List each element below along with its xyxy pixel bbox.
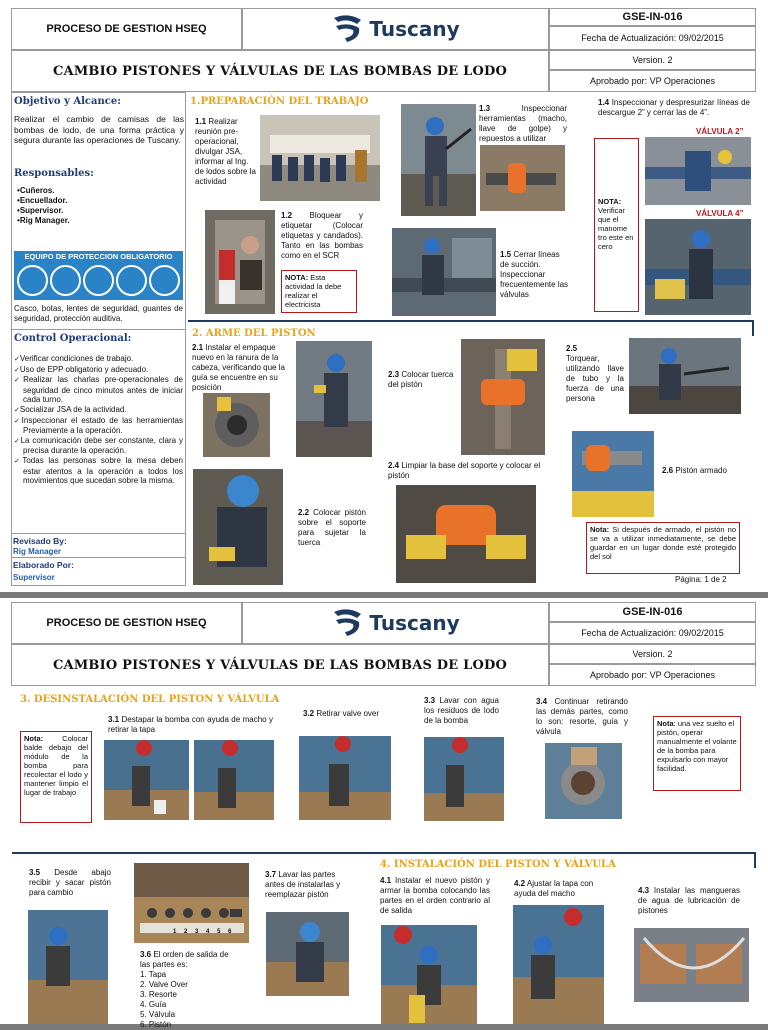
control-item: ✓ Todas las personas sobre la mesa deben estar atentos a la operación a todos los movimientos que sucedan sobre la misma. (14, 456, 183, 486)
note-1-4: NOTA: Verificar que el manome tro este en cero (594, 138, 639, 312)
hearing-protection-icon (17, 265, 48, 296)
approved-by-2: Aprobado por: VP Operaciones (549, 664, 756, 686)
step-3-1: 3.1 Destapar la bomba con ayuda de macho y retirar la tapa (108, 715, 273, 734)
version-2: Version. 2 (549, 644, 756, 664)
tuscany-logo-icon (331, 608, 365, 638)
photo-meeting (260, 115, 380, 201)
parts-strip-numbers: 1 2 3 4 5 6 (173, 929, 232, 935)
control-heading: Control Operacional: (14, 333, 132, 344)
section-3-title: 3. DESINSTALACIÓN DEL PISTON Y VÁLVULA (20, 694, 280, 705)
step-4-2: 4.2 Ajustar la tapa con ayuda del macho (514, 879, 594, 898)
note-1-2: NOTA: Esta actividad la debe realizar el electricista (281, 270, 357, 313)
step-1-4: 1.4 Inspeccionar y despresurizar líneas de descargue 2” y cerrar las de 4”. (598, 98, 750, 117)
step-1-3: 1.3 Inspeccionar herramientas (macho, llave de golpe) y repuestos a utilizar (479, 104, 567, 143)
photo-tighten-cover (513, 905, 604, 1024)
step-4-1: 4.1 Instalar el nuevo pistón y armar la bomba colocando las partes en el orden contrario al de salida (380, 876, 490, 915)
photo-spare-parts (480, 145, 565, 211)
photo-valve-4 (645, 219, 751, 315)
photo-wash-parts (266, 912, 349, 996)
company-logo-2 (242, 602, 549, 644)
step-1-5: 1.5 Cerrar líneas de succión. Inspeccionar frecuentemente las válvulas (500, 250, 569, 299)
step-2-2: 2.2 Colocar pistón sobre el soporte para sujetar la tuerca (298, 508, 366, 547)
prepared-label: Elaborado Por: (13, 560, 74, 570)
note-3-4: Nota: una vez suelto el pistón, operar manualmente el volante de la bomba para expulsarlo con mayor facilidad. (653, 716, 741, 791)
photo-torque (629, 338, 741, 414)
ppe-text: Casco, botas, lentes de seguridad, guantes de seguridad, protección auditiva. (14, 304, 183, 323)
photo-packing (203, 393, 270, 457)
boots-icon (149, 265, 180, 296)
photo-lubrication-hoses (634, 928, 749, 1002)
part-item: 6. Pistón (140, 1020, 172, 1029)
photo-lockout (205, 210, 275, 314)
logo-text: Tuscany (369, 611, 460, 635)
version: Version. 2 (549, 50, 756, 70)
control-item: ✓ Verificar condiciones de trabajo. (14, 354, 183, 365)
photo-piston-assembled (572, 431, 654, 517)
responsable-item: • Encuellador. (17, 196, 70, 206)
photo-valve-2 (645, 137, 751, 205)
reviewed-value: Rig Manager (13, 547, 62, 556)
update-date-2: Fecha de Actualización: 09/02/2015 (549, 622, 756, 644)
valve-2-label: VÁLVULA 2” (696, 127, 744, 136)
control-item: ✓ Socializar JSA de la actividad. (14, 405, 183, 416)
part-item: 1. Tapa (140, 970, 167, 979)
document-page-2 (0, 598, 768, 1029)
page-number: Página: 1 de 2 (675, 575, 727, 584)
part-item: 3. Resorte (140, 990, 177, 999)
photo-remove-piston (28, 910, 108, 1024)
tuscany-logo-icon (331, 14, 365, 44)
control-item: ✓ Inspeccionar el estado de las herramientas Previamente a la operación. (14, 416, 183, 436)
note-3-1: Nota: Colocar balde debajo del módulo de la bomba para recolectar el lodo y mantener limpio el lugar de trabajo (20, 731, 92, 823)
responsables-heading: Responsables: (14, 168, 94, 179)
step-3-3: 3.3 Lavar con agua los residuos de lodo de la bomba (424, 696, 499, 725)
logo-text: Tuscany (369, 17, 460, 41)
photo-uncover-pump (104, 740, 189, 820)
section-1-title: 1.PREPARACIÓN DEL TRABAJO (190, 96, 369, 107)
step-1-1: 1.1 Realizar reunión pre-operacional, divulgar JSA, informar al Ing. de lodos sobre la actividad (195, 117, 256, 186)
step-3-7: 3.7 Lavar las partes antes de instalarlas y reemplazar pistón (265, 870, 341, 899)
step-2-3: 2.3 Colocar tuerca del pistón (388, 370, 454, 389)
responsable-item: • Cuñeros. (17, 186, 70, 196)
step-2-6: 2.6 Pistón armado (662, 466, 727, 475)
part-item: 2. Valve Over (140, 980, 188, 989)
step-2-1: 2.1 Instalar el empaque nuevo en la ranura de la cabeza, verificando que la guía se encuentre en su posición (192, 343, 285, 392)
step-2-5: 2.5 Torquear, utilizando llave de tubo y la fuerza de una persona (566, 344, 624, 403)
control-item: ✓ La comunicación debe ser constante, clara y precisa durante la operación. (14, 436, 183, 456)
step-3-2: 3.2 Retirar valve over (303, 709, 380, 718)
objective-heading: Objetivo y Alcance: (14, 96, 121, 107)
photo-spring-guide (545, 743, 622, 819)
note-2-6: Nota: Si después de armado, el pistón no se va a utilizar inmediatamente, se debe guardar en un lugar donde esté protegido del sol (586, 522, 740, 574)
step-4-3: 4.3 Instalar las mangueras de agua de lubricación de pistones (638, 886, 740, 915)
objective-text: Realizar el cambio de camisas de las bombas de lodo, de una forma práctica y segura durante las operaciones de Tuscany. (14, 114, 184, 145)
part-item: 5. Válvula (140, 1010, 176, 1019)
photo-wash-pump (424, 737, 504, 821)
responsables-list (17, 186, 70, 226)
photo-clean-base (396, 485, 536, 583)
valve-4-label: VÁLVULA 4” (696, 209, 744, 218)
control-list (14, 354, 183, 486)
ppe-banner: EQUIPO DE PROTECCION OBLIGATORIO (14, 251, 183, 262)
update-date: Fecha de Actualización: 09/02/2015 (549, 26, 756, 50)
photo-remove-cover (194, 740, 274, 820)
photo-inspect-tools (401, 104, 476, 216)
step-1-2: 1.2 Bloquear y etiquetar (Colocar etiquetas y candados). Tanto en las bombas como en el SCR (281, 211, 363, 260)
approved-by: Aprobado por: VP Operaciones (549, 70, 756, 92)
step-3-6: 3.6 El orden de salida de las partes es: (140, 950, 229, 969)
process-title: PROCESO DE GESTION HSEQ (11, 8, 242, 50)
company-logo (242, 8, 549, 50)
process-title-2: PROCESO DE GESTION HSEQ (11, 602, 242, 644)
document-title-2: CAMBIO PISTONES Y VÁLVULAS DE LAS BOMBAS DE LODO (11, 644, 549, 686)
gloves-icon (116, 265, 147, 296)
control-item: ✓ Realizar las charlas pre-operacionales de seguridad de cinco minutos antes de iniciar cada turno. (14, 375, 183, 405)
photo-piston-support (193, 469, 283, 585)
photo-install-packing (296, 341, 372, 457)
photo-piston-nut (461, 339, 545, 455)
step-3-4: 3.4 Continuar retirando las demás partes, como lo son: resorte, guía y válvula (536, 697, 628, 736)
helmet-icon (83, 265, 114, 296)
section-4-title: 4. INSTALACIÓN DEL PISTON Y VÁLVULA (380, 859, 616, 870)
control-item: ✓ Uso de EPP obligatorio y adecuado. (14, 365, 183, 376)
part-item: 4. Guía (140, 1000, 167, 1009)
prepared-value: Supervisor (13, 573, 55, 582)
step-3-5: 3.5 Desde abajo recibir y sacar pistón para cambio (29, 868, 111, 897)
photo-suction-lines (392, 228, 496, 316)
section-2-title: 2. ARME DEL PISTON (192, 328, 316, 339)
document-title: CAMBIO PISTONES Y VÁLVULAS DE LAS BOMBAS DE LODO (11, 50, 549, 92)
document-code: GSE-IN-016 (549, 8, 756, 26)
parts-order-list (140, 970, 188, 1030)
safety-glasses-icon (50, 265, 81, 296)
responsable-item: • Supervisor. (17, 206, 70, 216)
photo-install-piston (381, 925, 477, 1024)
responsable-item: • Rig Manager. (17, 216, 70, 226)
reviewed-label: Revisado By: (13, 536, 67, 546)
document-code-2: GSE-IN-016 (549, 602, 756, 622)
step-2-4: 2.4 Limpiar la base del soporte y colocar el pistón (388, 461, 541, 480)
photo-valve-over (299, 736, 391, 820)
